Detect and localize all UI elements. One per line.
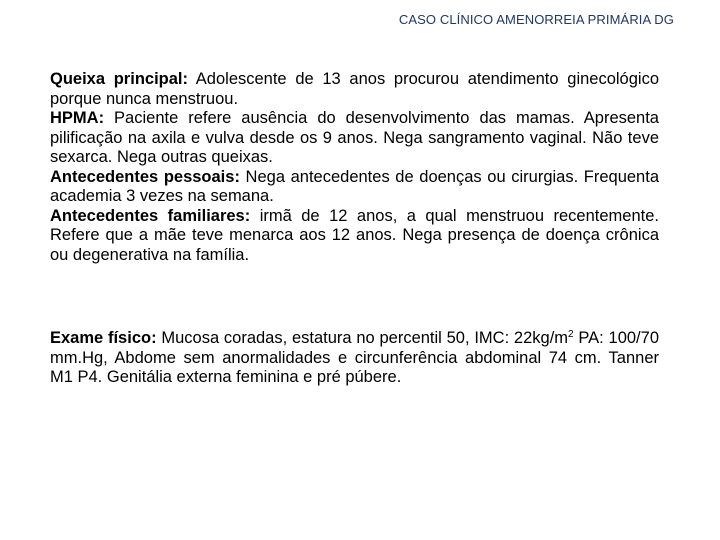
physical-exam — [50, 329, 659, 388]
hpma-paragraph — [50, 109, 659, 168]
squared-superscript: 2 — [568, 329, 574, 340]
family-history-text: irmã de 12 anos, a qual menstruou recentemente. Refere que a mãe teve menarca aos 12 anos. Nega presença de doença crônica ou degenerativa na família. — [50, 206, 659, 264]
chief-complaint-text: Adolescente de 13 anos procurou atendimento ginecológico porque nunca menstruou. — [50, 70, 659, 108]
personal-history-text: Nega antecedentes de doenças ou cirurgias. Frequenta academia 3 vezes na semana. — [50, 167, 659, 205]
personal-history-paragraph — [50, 168, 659, 207]
physical-exam-text-2: PA: 100/70 mm.Hg, Abdome sem anormalidades e circunferência abdominal 74 cm. Tanner M1 P4. Genitália externa feminina e pré púbere. — [50, 329, 659, 386]
chief-complaint-label: Queixa principal: — [50, 70, 188, 88]
hpma-label: HPMA: — [50, 109, 105, 127]
physical-exam-label: Exame físico: — [50, 329, 157, 347]
chief-complaint-paragraph — [50, 70, 659, 109]
hpma-text: Paciente refere ausência do desenvolvimento das mamas. Apresenta pilificação na axila e vulva desde os 9 anos. Nega sangramento vaginal. Não teve sexarca. Nega outras queixas. — [50, 109, 659, 166]
personal-history-label: Antecedentes pessoais: — [50, 167, 240, 186]
physical-exam-paragraph — [50, 329, 659, 388]
physical-exam-text-1: Mucosa coradas, estatura no percentil 50, IMC: 22kg/m — [156, 329, 569, 347]
family-history-paragraph — [50, 207, 659, 266]
family-history-label: Antecedentes familiares: — [50, 206, 251, 225]
slide-title: CASO CLÍNICO AMENORREIA PRIMÁRIA DG — [398, 12, 674, 27]
clinical-history — [50, 70, 659, 265]
